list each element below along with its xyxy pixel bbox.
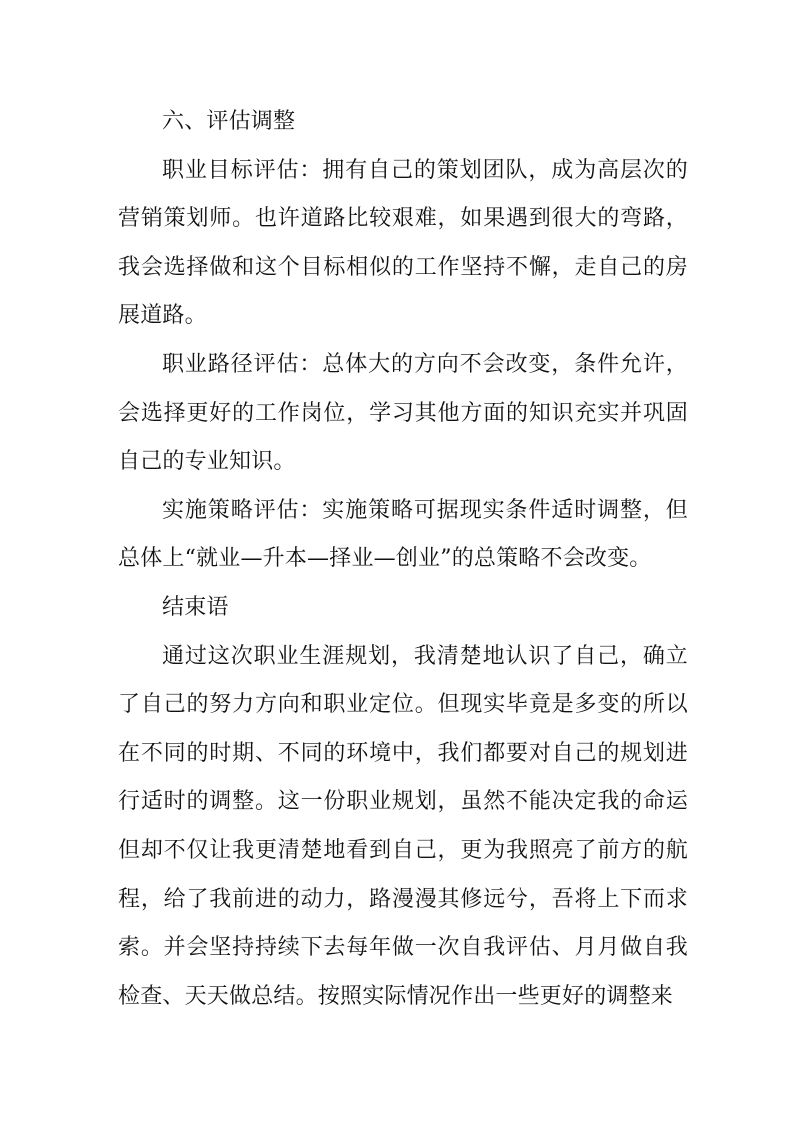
paragraph-career-goal-evaluation: 职业目标评估：拥有自己的策划团队，成为高层次的营销策划师。也许道路比较艰难，如果遇到很大的弯路，我会选择做和这个目标相似的工作坚持不懈，走自己的房展道路。 xyxy=(118,157,688,329)
section-heading-conclusion: 结束语 xyxy=(162,594,229,620)
paragraph-strategy-evaluation: 实施策略评估：实施策略可据现实条件适时调整，但总体上“就业—升本—择业—创业”的总策略不会改变。 xyxy=(118,497,688,572)
section-heading-evaluation: 六、评估调整 xyxy=(162,109,296,134)
paragraph-career-path-evaluation: 职业路径评估：总体大的方向不会改变，条件允许，会选择更好的工作岗位，学习其他方面的知识充实并巩固自己的专业知识。 xyxy=(118,351,688,475)
document-body xyxy=(118,98,688,1021)
paragraph-conclusion: 通过这次职业生涯规划，我清楚地认识了自己，确立了自己的努力方向和职业定位。但现实毕竟是多变的所以在不同的时期、不同的环境中，我们都要对自己的规划进行适时的调整。这一份职业规划，虽然不能决定我的命运但却不仅让我更清楚地看到自己，更为我照亮了前方的航程，给了我前进的动力，路漫漫其修远兮，吾将上下而求索。并会坚持持续下去每年做一次自我评估、月月做自我检查、天天做总结。按照实际情况作出一些更好的调整来 xyxy=(118,643,688,1009)
